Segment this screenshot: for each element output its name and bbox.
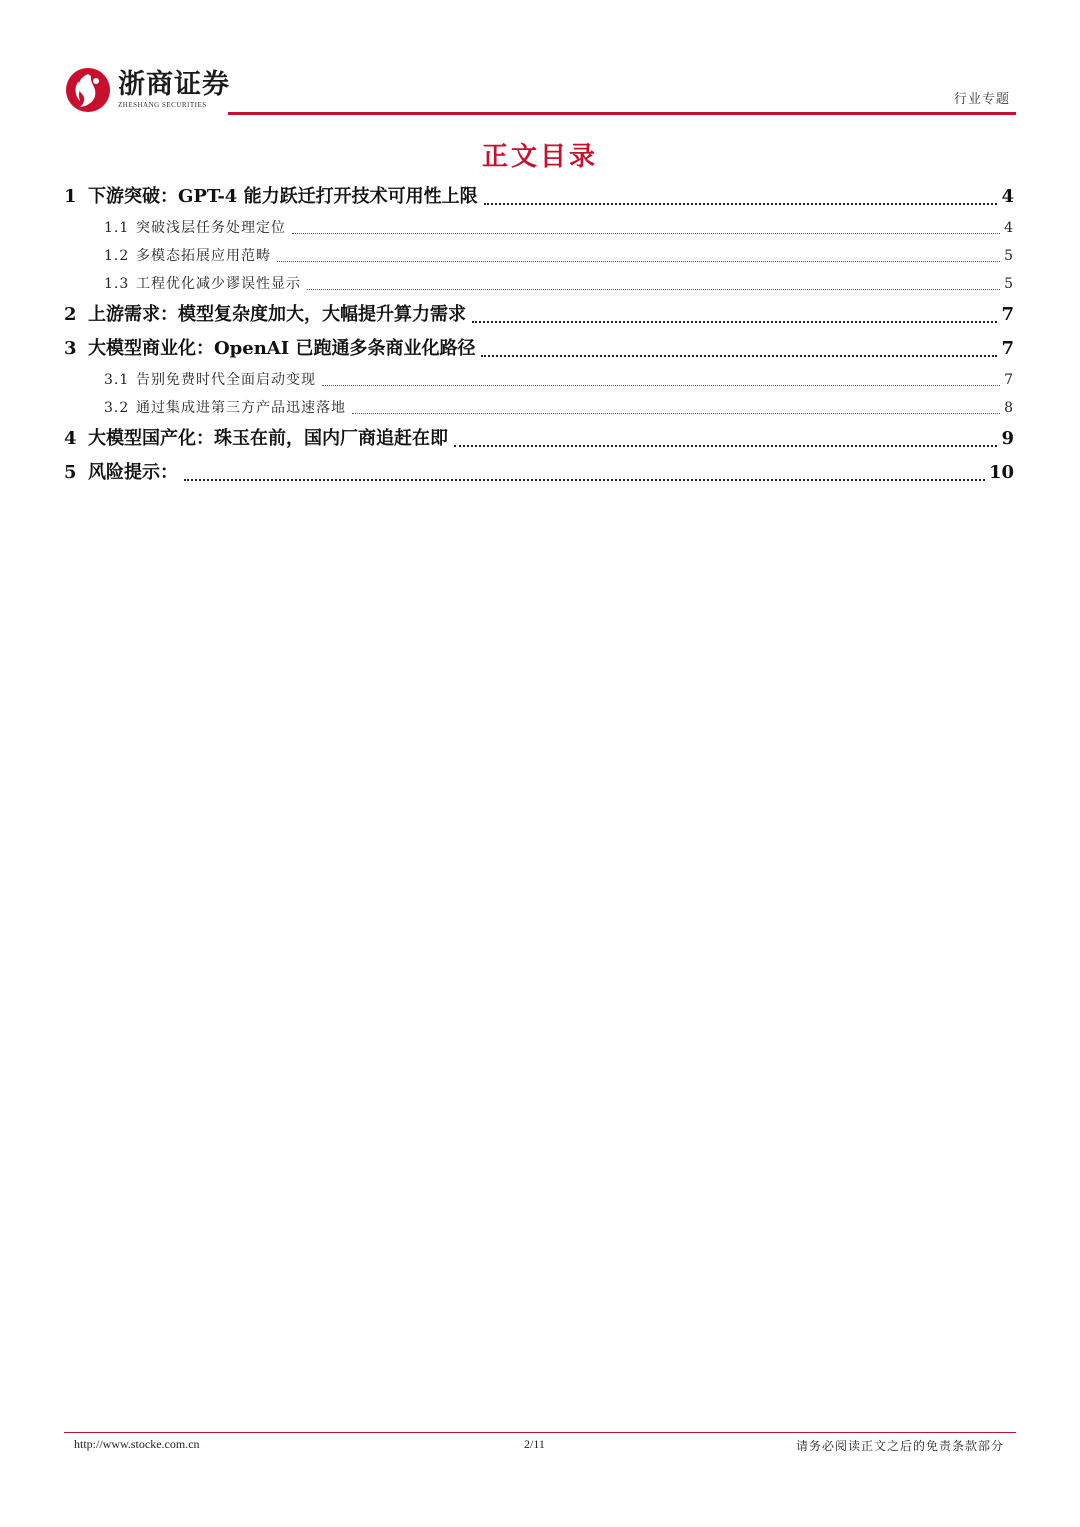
toc-entry-title: 大模型商业化：OpenAI 已跑通多条商业化路径: [88, 338, 476, 359]
brand-logo-icon: [64, 66, 112, 114]
toc-entry-number: 2: [64, 304, 77, 325]
toc-entry-page: 5: [1004, 276, 1014, 292]
report-type-label: 行业专题: [953, 92, 1010, 107]
toc-title: 正文目录: [481, 142, 598, 172]
toc-entry-title: 工程优化减少谬误性显示: [136, 276, 301, 292]
toc-entry-4[interactable]: [64, 422, 1014, 456]
toc-leader-dots: [472, 321, 997, 323]
toc-entry-title: 通过集成进第三方产品迅速落地: [136, 400, 346, 416]
toc-entry-page: 9: [1001, 428, 1014, 449]
toc-entry-1[interactable]: [64, 180, 1014, 214]
toc-leader-dots: [184, 479, 985, 481]
footer-disclaimer: 请务必阅读正文之后的免责条款部分: [795, 1439, 1004, 1453]
toc-entry-3[interactable]: [64, 332, 1014, 366]
toc-entry-number: 3: [64, 338, 77, 359]
toc-entry-number: 4: [64, 428, 77, 449]
footer-page-number: 2/11: [524, 1437, 545, 1451]
toc-leader-dots: [292, 233, 1000, 234]
toc-entry-3-1[interactable]: [104, 366, 1014, 394]
toc-entry-number: 3.1: [104, 372, 130, 388]
toc-leader-dots: [307, 289, 1000, 290]
toc-entry-page: 10: [988, 462, 1014, 483]
toc-entry-1-1[interactable]: [104, 214, 1014, 242]
toc-entry-number: 1: [64, 186, 77, 207]
toc-entry-title: 大模型国产化：珠玉在前，国内厂商追赶在即: [88, 428, 448, 449]
toc-leader-dots: [352, 413, 1000, 414]
toc-entry-page: 4: [1001, 186, 1014, 207]
brand-logo: [64, 66, 230, 114]
toc-entry-page: 7: [1001, 304, 1014, 325]
toc-entry-title: 多模态拓展应用范畴: [136, 248, 271, 264]
toc-entry-title: 上游需求：模型复杂度加大，大幅提升算力需求: [88, 304, 466, 325]
brand-name-cn: 浙商证券: [118, 69, 230, 100]
toc-entry-1-3[interactable]: [104, 270, 1014, 298]
header-divider: [228, 112, 1016, 115]
footer-divider: [64, 1432, 1016, 1433]
toc-leader-dots: [277, 261, 1000, 262]
toc-entry-page: 7: [1001, 338, 1014, 359]
toc-leader-dots: [484, 203, 998, 205]
toc-leader-dots: [322, 385, 1000, 386]
toc-entry-page: 7: [1004, 372, 1014, 388]
toc-entry-title: 突破浅层任务处理定位: [136, 220, 286, 236]
toc-entry-title: 下游突破：GPT-4 能力跃迁打开技术可用性上限: [88, 186, 478, 207]
toc-entry-page: 5: [1004, 248, 1014, 264]
toc-entry-1-2[interactable]: [104, 242, 1014, 270]
brand-name-en: ZHESHANG SECURITIES: [118, 101, 207, 109]
toc-entry-number: 1.1: [104, 220, 130, 236]
table-of-contents: [64, 180, 1014, 490]
page-header: [64, 66, 1016, 118]
toc-leader-dots: [481, 355, 997, 357]
toc-entry-title: 告别免费时代全面启动变现: [136, 372, 316, 388]
toc-entry-number: 1.3: [104, 276, 130, 292]
toc-entry-number: 3.2: [104, 400, 130, 416]
toc-leader-dots: [454, 445, 997, 447]
toc-entry-page: 4: [1004, 220, 1014, 236]
footer-website-link[interactable]: http://www.stocke.com.cn: [74, 1437, 200, 1451]
toc-entry-page: 8: [1004, 400, 1014, 416]
toc-entry-2[interactable]: [64, 298, 1014, 332]
toc-entry-number: 1.2: [104, 248, 130, 264]
toc-entry-title: 风险提示：: [88, 462, 178, 483]
toc-entry-number: 5: [64, 462, 77, 483]
toc-entry-3-2[interactable]: [104, 394, 1014, 422]
toc-entry-5[interactable]: [64, 456, 1014, 490]
